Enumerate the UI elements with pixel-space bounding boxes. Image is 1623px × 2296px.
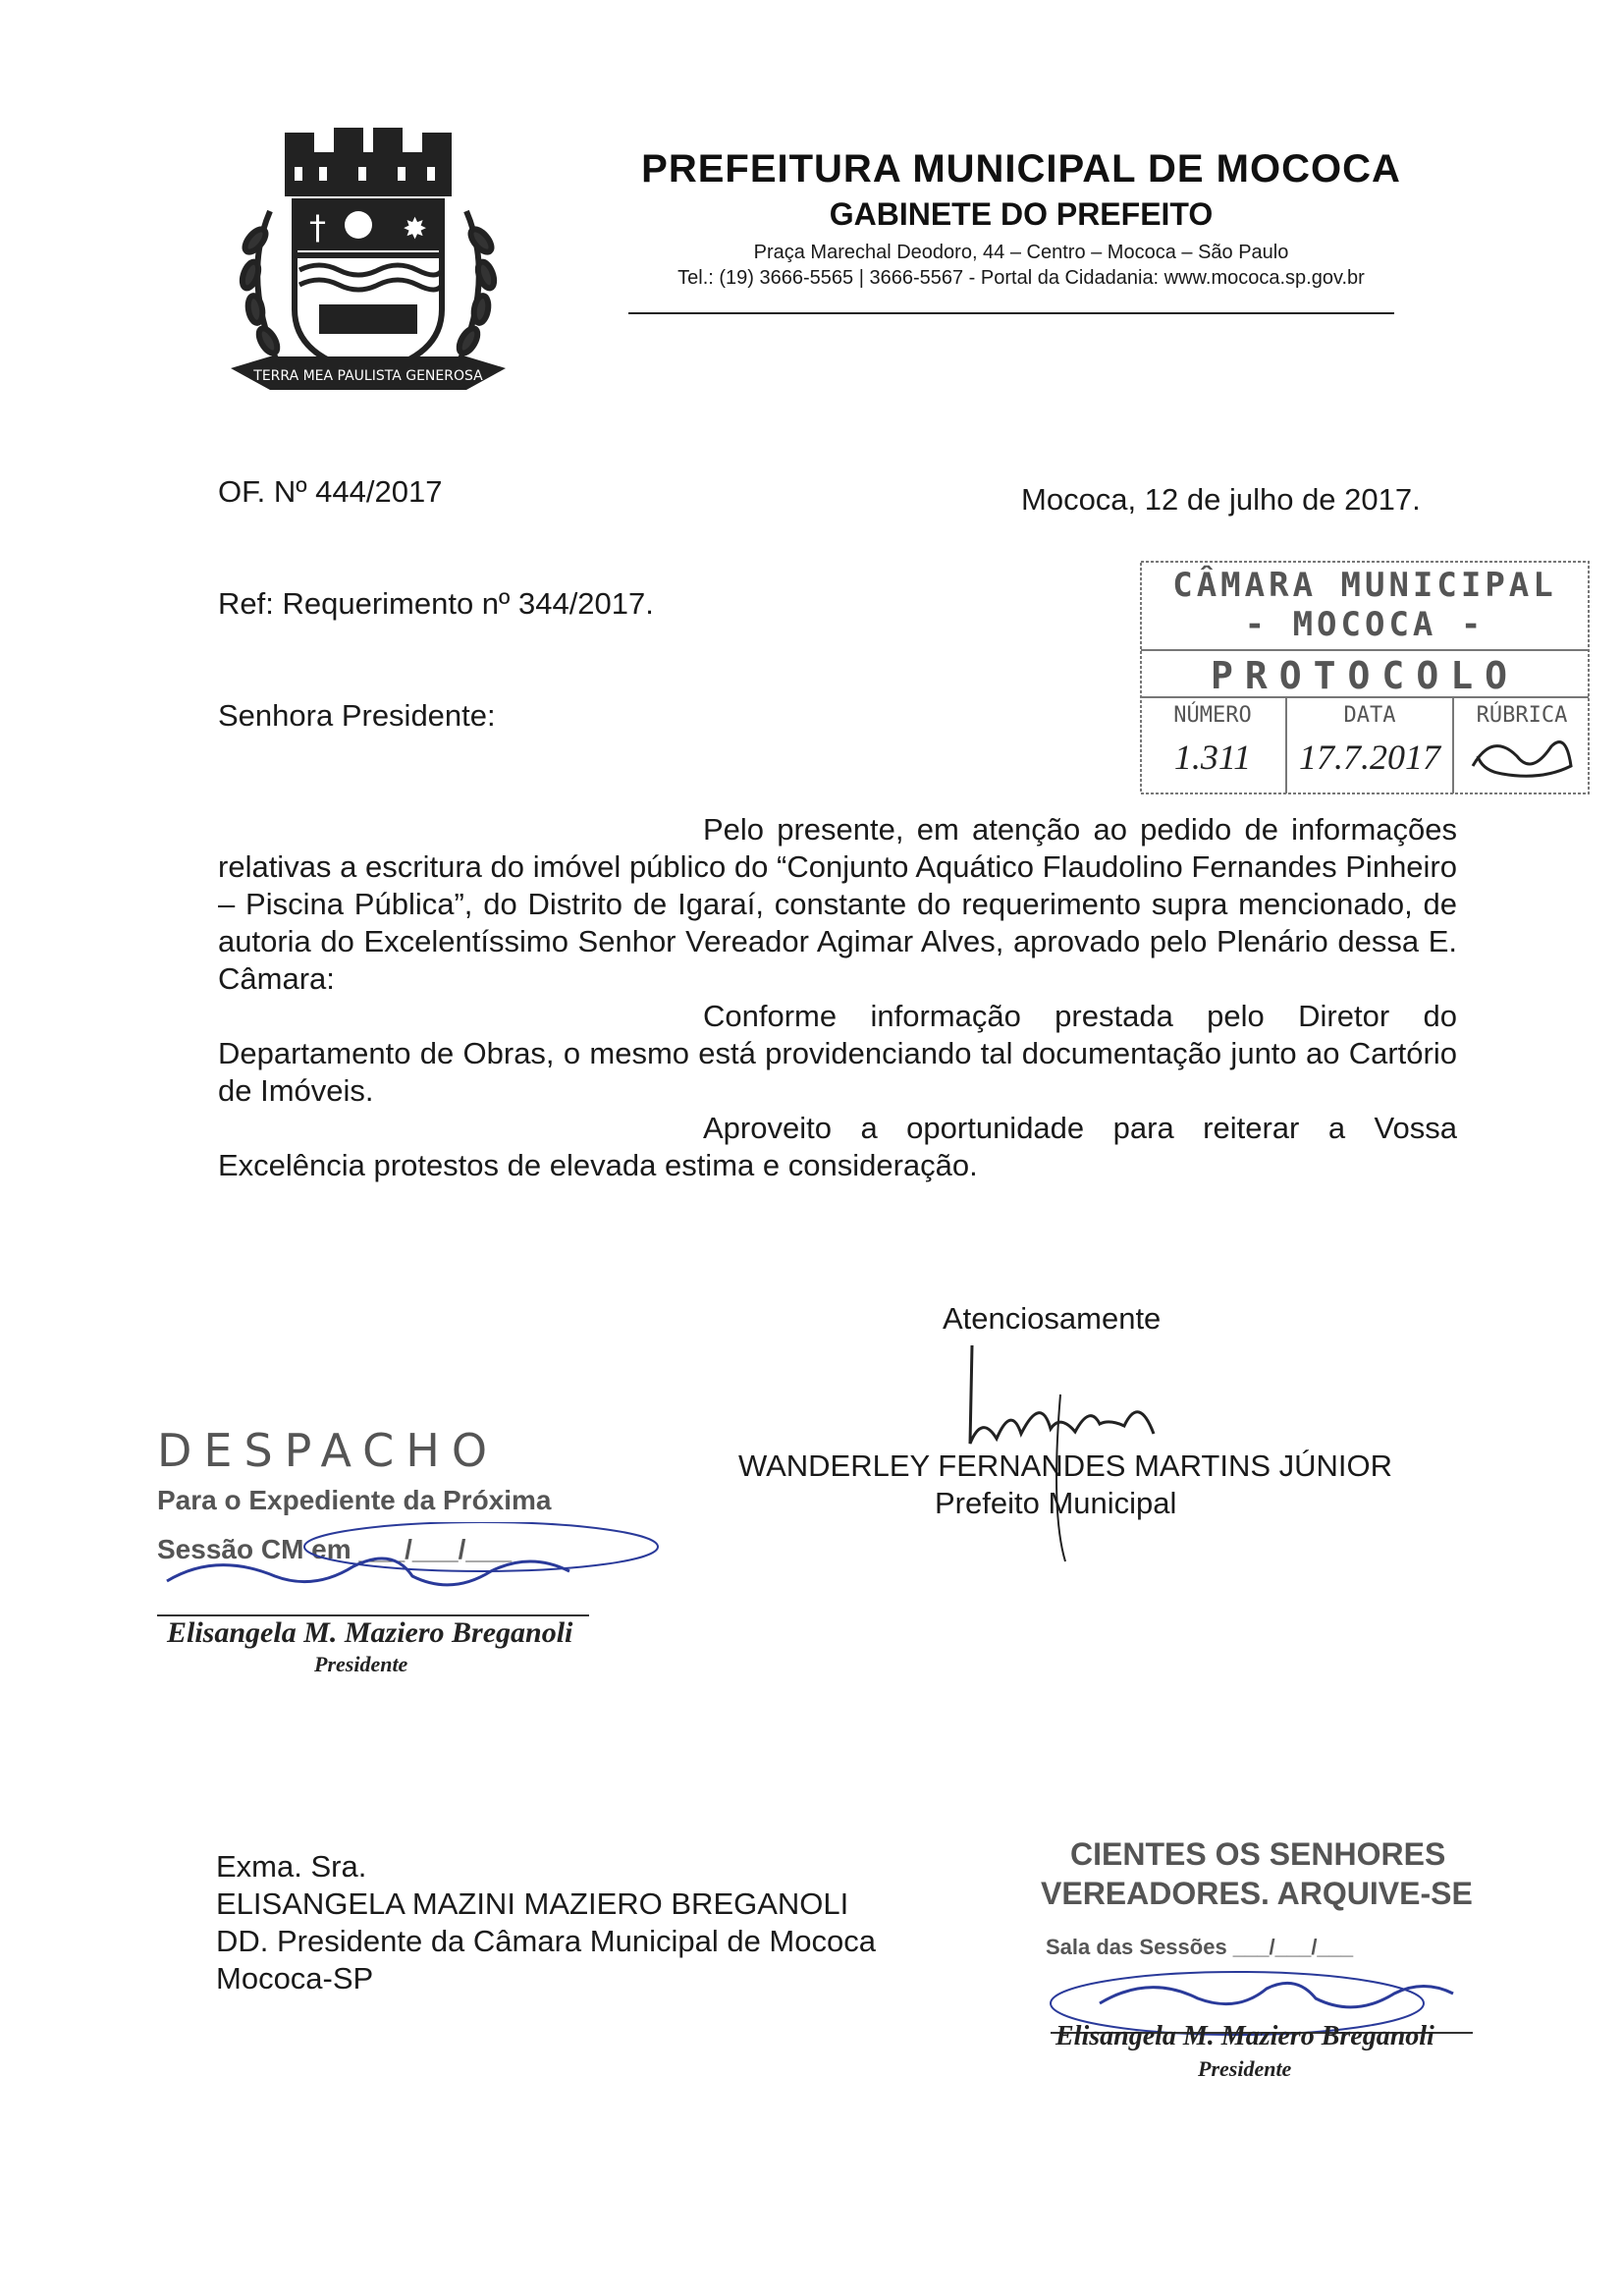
letterhead-address: Praça Marechal Deodoro, 44 – Centro – Mococa – São Paulo xyxy=(753,242,1289,263)
letter-body xyxy=(218,811,1457,1184)
cientes-line1: CIENTES OS SENHORES xyxy=(1070,1836,1446,1872)
letterhead-contact: Tel.: (19) 3666-5565 | 3666-5567 - Portal da Cidadania: www.mococa.sp.gov.br xyxy=(677,267,1365,289)
protocol-date-value: 17.7.2017 xyxy=(1299,738,1440,777)
svg-text:†: † xyxy=(309,208,326,247)
body-paragraph-3: Aproveito a oportunidade para reiterar a Vossa Excelência protestos de elevada estima e consideração. xyxy=(218,1111,1457,1182)
recipient-city: Mococa-SP xyxy=(216,1961,374,1995)
letter-closing: Atenciosamente xyxy=(943,1301,1162,1336)
recipient-block xyxy=(216,1848,876,1997)
signer-name: WANDERLEY FERNANDES MARTINS JÚNIOR xyxy=(738,1449,1393,1483)
protocol-rubric-scribble xyxy=(1463,727,1581,786)
svg-text:✸: ✸ xyxy=(403,212,428,246)
letterhead-divider xyxy=(628,312,1394,314)
despacho-title: DESPACHO xyxy=(157,1424,500,1477)
despacho-line2: Sessão CM em ___/___/___ xyxy=(157,1534,513,1564)
protocol-line1: CÂMARA MUNICIPAL xyxy=(1172,566,1557,605)
despacho-role: Presidente xyxy=(314,1652,408,1676)
recipient-salutation: Exma. Sra. xyxy=(216,1849,367,1884)
letter-reference: Ref: Requerimento nº 344/2017. xyxy=(218,586,654,621)
protocol-col-number: NÚMERO xyxy=(1173,703,1252,728)
protocol-line2: - MOCOCA - xyxy=(1244,605,1486,644)
despacho-signature xyxy=(157,1522,668,1630)
cientes-line2: VEREADORES. ARQUIVE-SE xyxy=(1041,1876,1473,1911)
cientes-name: Elisangela M. Maziero Breganoli xyxy=(1055,2021,1434,2051)
signer-role: Prefeito Municipal xyxy=(935,1486,1177,1520)
municipal-crest-logo xyxy=(211,123,525,417)
despacho-stamp xyxy=(157,1424,668,1679)
letterhead-subtitle: GABINETE DO PREFEITO xyxy=(829,196,1214,232)
cientes-signature xyxy=(1041,1954,1492,2072)
protocol-col-rubric: RÚBRICA xyxy=(1476,703,1568,728)
protocol-number-value: 1.311 xyxy=(1173,738,1252,777)
letter-date: Mococa, 12 de julho de 2017. xyxy=(1021,482,1421,517)
protocol-stamp xyxy=(1139,560,1591,795)
letterhead-title: PREFEITURA MUNICIPAL DE MOCOCA xyxy=(641,147,1401,191)
despacho-line1: Para o Expediente da Próxima xyxy=(157,1485,552,1515)
letter-number: OF. Nº 444/2017 xyxy=(218,474,443,509)
cientes-line3: Sala das Sessões ___/___/___ xyxy=(1046,1935,1354,1959)
recipient-name: ELISANGELA MAZINI MAZIERO BREGANOLI xyxy=(216,1886,849,1921)
crest-motto: TERRA MEA PAULISTA GENEROSA xyxy=(253,368,483,384)
recipient-role: DD. Presidente da Câmara Municipal de Mococa xyxy=(216,1924,876,1958)
cientes-role: Presidente xyxy=(1198,2056,1292,2081)
protocol-col-date: DATA xyxy=(1343,703,1396,728)
protocol-line3: PROTOCOLO xyxy=(1211,654,1519,697)
cientes-stamp xyxy=(1041,1836,1492,2092)
letter-salutation: Senhora Presidente: xyxy=(218,698,496,733)
despacho-name: Elisangela M. Maziero Breganoli xyxy=(167,1616,573,1649)
body-paragraph-2: Conforme informação prestada pelo Diretor do Departamento de Obras, o mesmo está providenciando tal documentação junto ao Cartório de Imóveis. xyxy=(218,999,1457,1108)
body-paragraph-1: Pelo presente, em atenção ao pedido de informações relativas a escritura do imóvel público do “Conjunto Aquático Flaudolino Fernandes Pinheiro – Piscina Pública”, do Distrito de Igaraí, constante do requerimento supra mencionado, de autoria do Excelentíssimo Senhor Vereador Agimar Alves, aprovado pelo Plenário dessa E. Câmara: xyxy=(218,812,1457,996)
